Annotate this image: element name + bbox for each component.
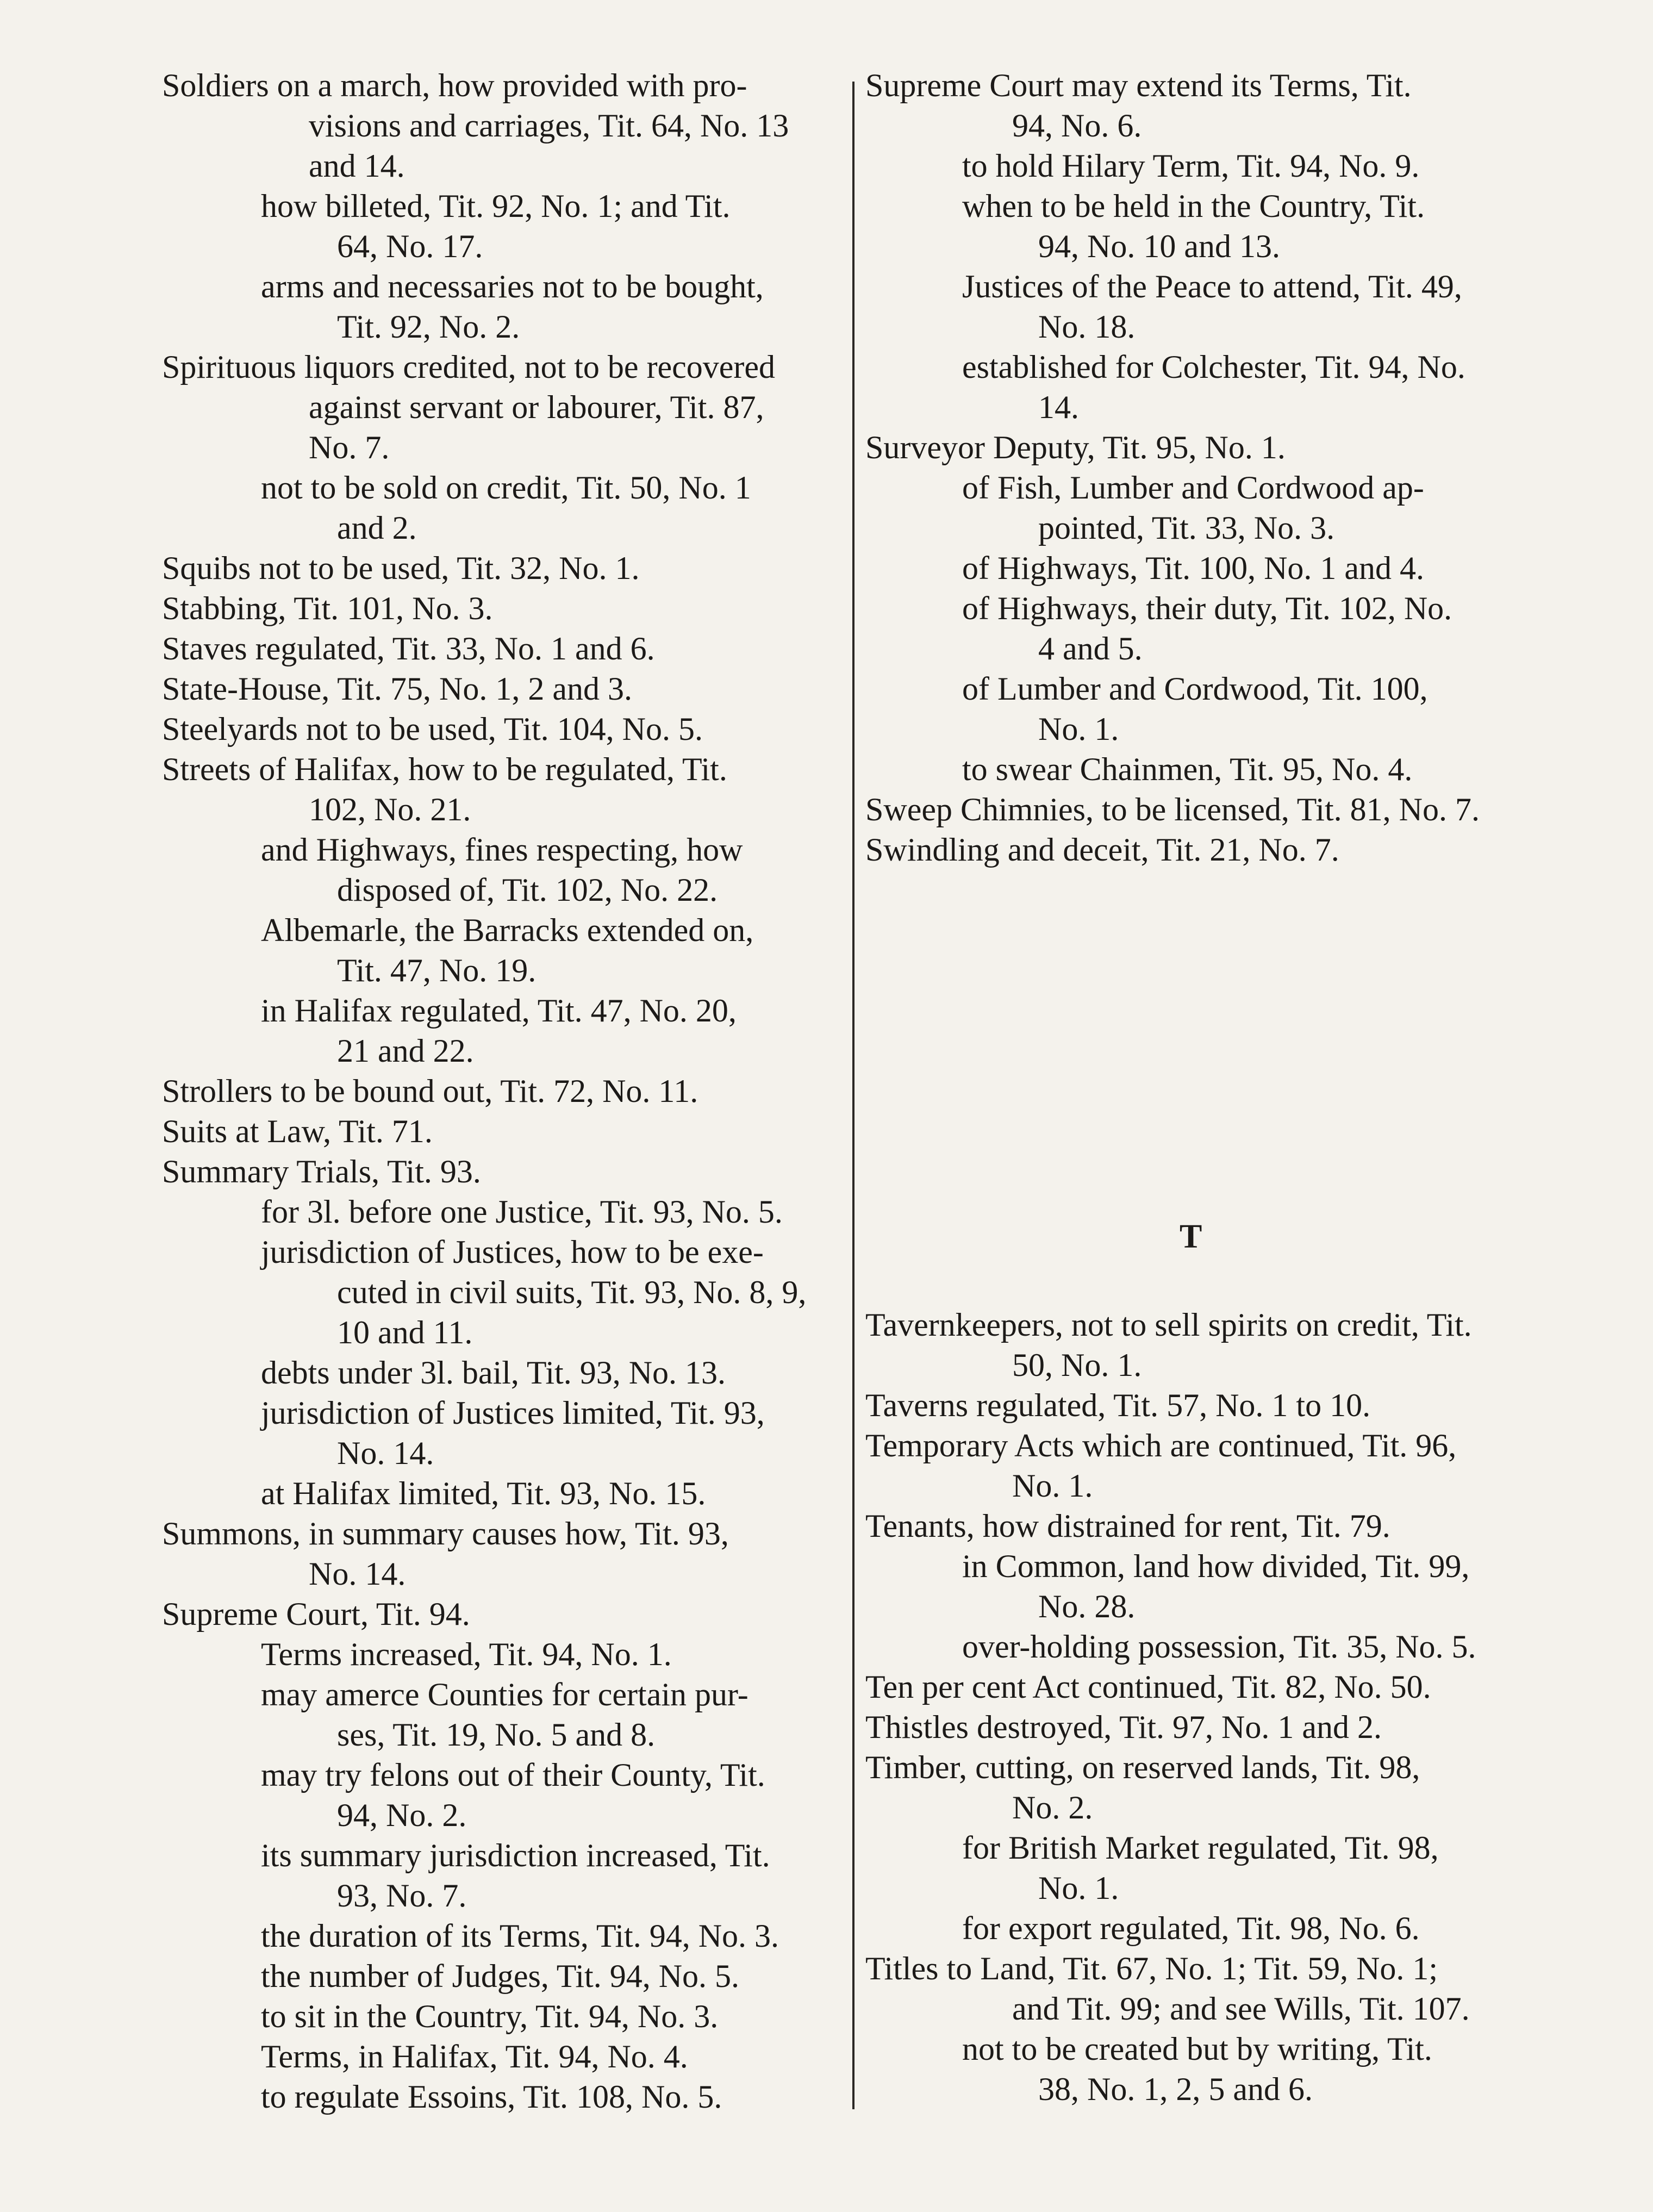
index-entry [853,669,1555,749]
entry-heading-line: Staves regulated, Tit. 33, No. 1 and 6. [162,631,655,666]
index-entry [152,548,853,588]
index-entry [152,1192,853,1232]
entry-heading-line: of Highways, their duty, Tit. 102, No. [962,590,1452,626]
entry-heading-line: in Halifax regulated, Tit. 47, No. 20, [261,993,737,1029]
index-entry [152,1513,853,1594]
index-entry [853,1627,1555,1667]
entry-heading-line: to sit in the Country, Tit. 94, No. 3. [261,1998,719,2034]
index-entry [152,588,853,628]
index-entry [853,1385,1555,1425]
entry-heading-line: Justices of the Peace to attend, Tit. 49, [962,269,1462,304]
index-entry [152,1835,853,1916]
index-entry [853,1828,1555,1908]
entry-heading-line: the duration of its Terms, Tit. 94, No. 3. [261,1918,779,1954]
entry-continuation-line: No. 18. [1038,309,1136,345]
index-entry [853,588,1555,669]
entry-heading-line: of Fish, Lumber and Cordwood ap- [962,470,1424,506]
index-entry [152,1916,853,1956]
entry-heading-line: Soldiers on a march, how provided with pro- [162,67,747,103]
entry-heading-line: Terms increased, Tit. 94, No. 1. [261,1636,672,1672]
entry-heading-line: Squibs not to be used, Tit. 32, No. 1. [162,550,640,586]
index-entry [853,1546,1555,1627]
index-entry [152,1353,853,1393]
index-entry [152,266,853,347]
index-entry [152,628,853,669]
entry-heading-line: debts under 3l. bail, Tit. 93, No. 13. [261,1355,726,1391]
entry-heading-line: Temporary Acts which are continued, Tit. 96, [865,1428,1457,1463]
index-entry [853,548,1555,588]
entry-heading-line: not to be created but by writing, Tit. [962,2031,1432,2067]
entry-heading-line: for British Market regulated, Tit. 98, [962,1830,1439,1866]
index-entry [152,468,853,548]
index-entry [152,186,853,266]
index-entry [853,1707,1555,1747]
entry-heading-line: may amerce Counties for certain pur- [261,1677,748,1712]
entry-continuation-line: No. 1. [1038,711,1119,747]
right-column-t-entries [853,1305,1555,2109]
entry-heading-line: Tenants, how distrained for rent, Tit. 79. [865,1508,1390,1544]
entry-heading-line: Supreme Court may extend its Terms, Tit. [865,67,1412,103]
entry-heading-line: may try felons out of their County, Tit. [261,1757,765,1793]
entry-heading-line: Steelyards not to be used, Tit. 104, No. 5. [162,711,703,747]
entry-continuation-line: ses, Tit. 19, No. 5 and 8. [337,1717,656,1753]
entry-continuation-line: cuted in civil suits, Tit. 93, No. 8, 9, [337,1274,807,1310]
entry-continuation-line: Tit. 92, No. 2. [337,309,520,345]
entry-continuation-line: 4 and 5. [1038,631,1143,666]
entry-continuation-line: 21 and 22. [337,1033,474,1069]
entry-heading-line: not to be sold on credit, Tit. 50, No. 1 [261,470,751,506]
entry-continuation-line: and Tit. 99; and see Wills, Tit. 107. [1012,1991,1470,2027]
entry-heading-line: Albemarle, the Barracks extended on, [261,912,754,948]
index-entry [152,990,853,1071]
entry-continuation-line: 94, No. 10 and 13. [1038,228,1280,264]
index-entry [853,830,1555,870]
entry-heading-line: Thistles destroyed, Tit. 97, No. 1 and 2. [865,1709,1382,1745]
index-entry [152,1755,853,1835]
entry-heading-line: of Highways, Tit. 100, No. 1 and 4. [962,550,1425,586]
entry-continuation-line: and 2. [337,510,417,546]
index-entry [152,2036,853,2077]
entry-heading-line: in Common, land how divided, Tit. 99, [962,1548,1470,1584]
entry-heading-line: Taverns regulated, Tit. 57, No. 1 to 10. [865,1387,1371,1423]
entry-heading-line: Summons, in summary causes how, Tit. 93, [162,1516,729,1551]
entry-continuation-line: No. 28. [1038,1588,1136,1624]
entry-continuation-line: 64, No. 17. [337,228,483,264]
index-entry [853,1948,1555,2029]
entry-heading-line: Swindling and deceit, Tit. 21, No. 7. [865,832,1339,868]
index-entry [152,1111,853,1151]
entry-continuation-line: against servant or labourer, Tit. 87, [309,389,764,425]
index-entry [853,749,1555,789]
index-entry [152,910,853,990]
index-entry [853,1305,1555,1385]
index-entry [152,1674,853,1755]
entry-continuation-line: 14. [1038,389,1079,425]
index-entry [152,749,853,830]
index-entry [152,1594,853,1634]
entry-heading-line: for export regulated, Tit. 98, No. 6. [962,1910,1420,1946]
index-entry [152,2077,853,2117]
entry-continuation-line: disposed of, Tit. 102, No. 22. [337,872,718,908]
entry-continuation-line: No. 14. [337,1435,434,1471]
entry-heading-line: Strollers to be bound out, Tit. 72, No. 11. [162,1073,698,1109]
entry-heading-line: how billeted, Tit. 92, No. 1; and Tit. [261,188,731,224]
entry-continuation-line: No. 14. [309,1556,406,1592]
entry-continuation-line: pointed, Tit. 33, No. 3. [1038,510,1335,546]
index-entry [853,1506,1555,1546]
entry-heading-line: Surveyor Deputy, Tit. 95, No. 1. [865,429,1286,465]
entry-continuation-line: No. 7. [309,429,390,465]
left-column [152,65,853,2117]
entry-heading-line: Titles to Land, Tit. 67, No. 1; Tit. 59, No. 1; [865,1951,1438,1986]
entry-heading-line: Ten per cent Act continued, Tit. 82, No. 50. [865,1669,1431,1705]
entry-continuation-line: 94, No. 2. [337,1797,467,1833]
index-entry [152,1393,853,1473]
entry-heading-line: arms and necessaries not to be bought, [261,269,764,304]
entry-heading-line: the number of Judges, Tit. 94, No. 5. [261,1958,740,1994]
entry-heading-line: Supreme Court, Tit. 94. [162,1596,470,1632]
index-entry [152,1634,853,1674]
index-entry [853,1908,1555,1948]
entry-heading-line: Timber, cutting, on reserved lands, Tit. 98, [865,1749,1420,1785]
index-entry [152,65,853,186]
right-column-s-entries [853,65,1555,870]
entry-continuation-line: No. 2. [1012,1790,1093,1825]
entry-heading-line: Sweep Chimnies, to be licensed, Tit. 81, No. 7. [865,792,1480,827]
entry-heading-line: State-House, Tit. 75, No. 1, 2 and 3. [162,671,633,707]
entry-heading-line: to regulate Essoins, Tit. 108, No. 5. [261,2079,722,2115]
index-entry [853,1747,1555,1828]
entry-heading-line: Summary Trials, Tit. 93. [162,1154,481,1189]
index-entry [152,1071,853,1111]
entry-continuation-line: 94, No. 6. [1012,108,1142,144]
entry-heading-line: to swear Chainmen, Tit. 95, No. 4. [962,751,1413,787]
entry-continuation-line: 102, No. 21. [309,792,471,827]
entry-continuation-line: 10 and 11. [337,1314,473,1350]
entry-continuation-line: 38, No. 1, 2, 5 and 6. [1038,2071,1313,2107]
index-entry [152,1151,853,1192]
index-entry [152,1996,853,2036]
entry-heading-line: for 3l. before one Justice, Tit. 93, No. 5. [261,1194,783,1230]
entry-heading-line: at Halifax limited, Tit. 93, No. 15. [261,1475,706,1511]
index-entry [853,427,1555,468]
index-entry [853,186,1555,266]
entry-continuation-line: 50, No. 1. [1012,1347,1142,1383]
right-column [853,65,1555,2107]
entry-heading-line: jurisdiction of Justices limited, Tit. 93, [261,1395,765,1431]
entry-heading-line: and Highways, fines respecting, how [261,832,743,868]
index-entry [853,789,1555,830]
index-entry [152,709,853,749]
entry-continuation-line: and 14. [309,148,405,184]
index-entry [152,1232,853,1353]
entry-heading-line: of Lumber and Cordwood, Tit. 100, [962,671,1428,707]
index-entry [853,65,1555,146]
entry-heading-line: Streets of Halifax, how to be regulated, Tit. [162,751,727,787]
entry-heading-line: its summary jurisdiction increased, Tit. [261,1837,770,1873]
entry-continuation-line: 93, No. 7. [337,1878,467,1914]
entry-heading-line: Tavernkeepers, not to sell spirits on credit, Tit. [865,1307,1472,1343]
entry-heading-line: when to be held in the Country, Tit. [962,188,1425,224]
entry-continuation-line: Tit. 47, No. 19. [337,952,537,988]
entry-heading-line: Suits at Law, Tit. 71. [162,1113,433,1149]
index-entry [152,347,853,468]
index-entry [853,468,1555,548]
entry-heading-line: jurisdiction of Justices, how to be exe- [261,1234,764,1270]
index-entry [853,2029,1555,2109]
index-entry [152,1473,853,1513]
entry-heading-line: established for Colchester, Tit. 94, No. [962,349,1465,385]
index-entry [152,830,853,910]
index-entry [853,347,1555,427]
entry-continuation-line: No. 1. [1038,1870,1119,1906]
index-entry [152,669,853,709]
entry-heading-line: to hold Hilary Term, Tit. 94, No. 9. [962,148,1420,184]
index-entry [853,146,1555,186]
entry-heading-line: Terms, in Halifax, Tit. 94, No. 4. [261,2039,688,2074]
section-letter-heading: T [1180,1218,1202,1255]
entry-heading-line: Stabbing, Tit. 101, No. 3. [162,590,493,626]
entry-continuation-line: No. 1. [1012,1468,1093,1504]
index-entry [152,1956,853,1996]
index-entry [853,266,1555,347]
entry-continuation-line: visions and carriages, Tit. 64, No. 13 [309,108,789,144]
index-entry [853,1425,1555,1506]
entry-heading-line: Spirituous liquors credited, not to be recovered [162,349,776,385]
entry-heading-line: over-holding possession, Tit. 35, No. 5. [962,1629,1476,1665]
index-entry [853,1667,1555,1707]
